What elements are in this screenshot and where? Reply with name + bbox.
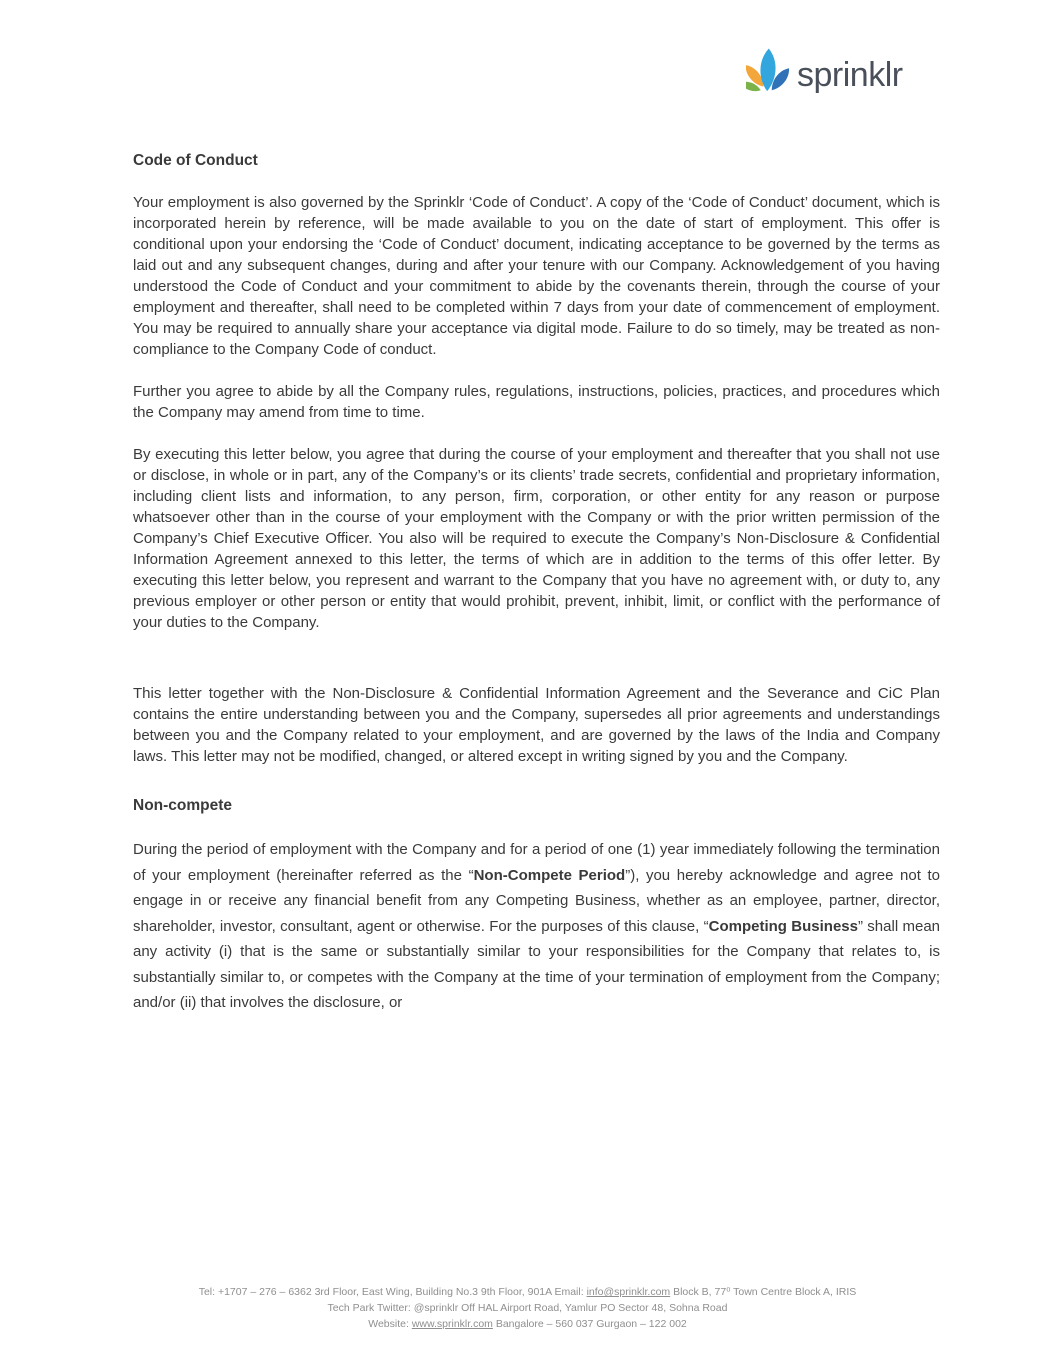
paragraph-entire-agreement: This letter together with the Non-Disclosure & Confidential Information Agreement and the Severance and CiC Plan contains the entire understanding between you and the Company, supersedes all prior agreements and understandings between you and the Company related to your employment, and are governed by the laws of the India and Company laws. This letter may not be modified, changed, or altered except in writing signed by you and the Company.: [133, 685, 940, 765]
bold-term-non-compete-period: Non-Compete Period: [473, 866, 626, 884]
paragraph-confidentiality: By executing this letter below, you agree that during the course of your employment and thereafter that you shall not use or disclose, in whole or in part, any of the Company’s or its clients’ trade secrets, confidential and proprietary information, including client lists and information, to any person, firm, corporation, or other entity for any reason or purpose whatsoever other than in the course of your employment with the Company or with the prior written permission of the Company’s Chief Executive Officer. You also will be required to execute the Company’s Non-Disclosure & Confidential Information Agreement annexed to this letter, the terms of which are in addition to the terms of this offer letter. By executing this letter below, you represent and warrant to the Company that you have no agreement with, or duty to, any previous employer or other person or entity that would prohibit, prevent, inhibit, limit, or conflict with the performance of your duties to the Company.: [133, 446, 940, 631]
text-segment: ” shall mean any activity (i) that is the same or substantially similar to your responsibilities for the Company that relates to, is substantially similar to, or competes with the Company at the time of your termination of employment from the Company; and/or (ii) that involves the disclosure, or: [133, 917, 941, 1011]
footer-email-link[interactable]: info@sprinklr.com: [586, 1286, 671, 1298]
text-segment: Bangalore – 560 037 Gurgaon – 122 002: [492, 1318, 687, 1330]
text-segment: Website:: [368, 1318, 412, 1330]
footer-line-3: [0, 1316, 1055, 1332]
heading-code-of-conduct: Code of Conduct: [133, 152, 258, 169]
heading-non-compete: Non-compete: [133, 797, 233, 814]
page-footer: [0, 1284, 1055, 1332]
sprinklr-wordmark: sprinklr: [797, 56, 903, 94]
footer-line-1: [0, 1284, 1055, 1300]
sprinklr-burst-icon: [746, 44, 792, 96]
sprinklr-logo: [746, 44, 903, 96]
text-segment: During the period of employment with the Company and for a period of one (1) year immediately following the termination of your employment (hereinafter referred as the “: [133, 841, 940, 884]
text-segment: Tel: +1707 – 276 – 6362 3rd Floor, East Wing, Building No.3 9th Floor, 901A Email:: [198, 1286, 587, 1298]
letter-body: [133, 150, 940, 1016]
paragraph-non-compete: [133, 837, 940, 1016]
footer-website-link[interactable]: www.sprinklr.com: [411, 1318, 493, 1330]
footer-line-2: Tech Park Twitter: @sprinklr Off HAL Airport Road, Yamlur PO Sector 48, Sohna Road: [327, 1302, 728, 1314]
text-segment: ”), you hereby acknowledge and agree not to engage in or receive any financial benefit from any Competing Business, whether as an employee, partner, director, shareholder, investor, consultant, agent or otherwise. For the purposes of this clause, “: [133, 866, 940, 935]
bold-term-competing-business: Competing Business: [708, 917, 858, 935]
paragraph-company-rules: Further you agree to abide by all the Company rules, regulations, instructions, policies, practices, and procedures which the Company may amend from time to time.: [133, 383, 940, 421]
paragraph-code-of-conduct: Your employment is also governed by the Sprinklr ‘Code of Conduct’. A copy of the ‘Code of Conduct’ document, which is incorporated herein by reference, will be made available to you on the date of start of employment. This offer is conditional upon your endorsing the ‘Code of Conduct’ document, indicating acceptance to be governed by the terms as laid out and any subsequent changes, during and after your tenure with our Company. Acknowledgement of you having understood the Code of Conduct and your commitment to abide by the covenants therein, through the course of your employment and thereafter, shall need to be completed within 7 days from your date of commencement of employment. You may be required to annually share your acceptance via digital mode. Failure to do so timely, may be treated as non-compliance to the Company Code of conduct.: [133, 194, 940, 358]
text-segment: Block B, 77⁰ Town Centre Block A, IRIS: [670, 1286, 857, 1298]
